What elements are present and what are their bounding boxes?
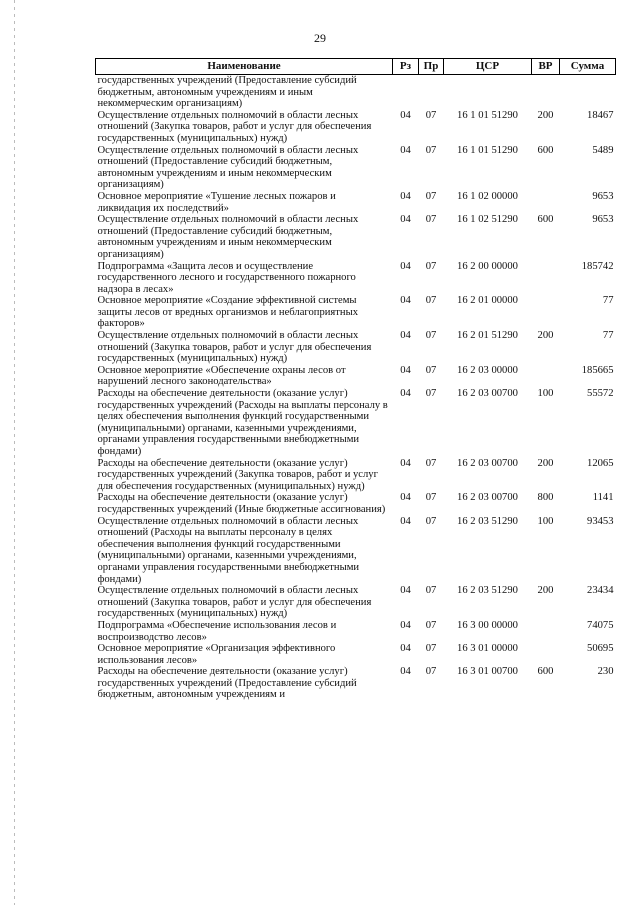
cell-pr: 07 xyxy=(425,515,437,527)
cell-pr: 07 xyxy=(425,666,437,678)
table-row xyxy=(96,643,616,666)
cell-rz: 04 xyxy=(400,364,411,376)
header-name: Наименование xyxy=(96,59,393,75)
cell-vr: 200 xyxy=(537,585,554,597)
header-pr: Пр xyxy=(419,59,444,75)
cell-sum: 230 xyxy=(597,666,614,678)
cell-csr: 16 2 03 00700 xyxy=(457,457,518,469)
table-row xyxy=(96,261,616,296)
cell-rz: 04 xyxy=(400,515,411,527)
cell-vr: 100 xyxy=(537,388,554,400)
cell-name: Расходы на обеспечение деятельности (оказание услуг) государственных учреждений (Иные бюджетные ассигнования) xyxy=(97,492,386,515)
cell-sum: 55572 xyxy=(587,388,614,400)
cell-pr: 07 xyxy=(425,585,437,597)
table-row xyxy=(96,75,616,110)
cell-pr: 07 xyxy=(425,388,437,400)
cell-vr: 100 xyxy=(537,515,554,527)
cell-rz: 04 xyxy=(400,666,411,678)
cell-rz: 04 xyxy=(400,190,411,202)
header-csr: ЦСР xyxy=(444,59,532,75)
cell-vr: 200 xyxy=(537,109,554,121)
cell-name: Расходы на обеспечение деятельности (оказание услуг) государственных учреждений (Закупка товаров, работ и услуг для обеспечения государственных (муниципальных) нужд) xyxy=(97,457,378,492)
cell-pr: 07 xyxy=(425,295,437,307)
cell-pr: 07 xyxy=(425,643,437,655)
cell-rz: 04 xyxy=(400,144,411,156)
cell-name: Осуществление отдельных полномочий в области лесных отношений (Расходы на выплаты персоналу в целях обеспечения выполнения функций государственными (муниципальными) органами, казенными учреждениями, органами управления государственными внебюджетными фондами) xyxy=(97,515,360,585)
cell-name: Осуществление отдельных полномочий в области лесных отношений (Закупка товаров, работ и услуг для обеспечения государственных (муниципальных) нужд) xyxy=(97,585,372,620)
cell-csr: 16 1 02 51290 xyxy=(457,214,518,226)
cell-name: Основное мероприятие «Обеспечение охраны лесов от нарушений лесного законодательства» xyxy=(97,364,346,388)
table-row xyxy=(96,516,616,586)
cell-rz xyxy=(393,75,419,110)
cell-pr: 07 xyxy=(425,214,437,226)
cell-sum: 5489 xyxy=(592,144,614,156)
cell-name: Подпрограмма «Защита лесов и осуществление государственного лесного и государственного пожарного надзора в лесах» xyxy=(97,260,356,295)
budget-table xyxy=(95,58,616,701)
table-row xyxy=(96,492,616,515)
table-row xyxy=(96,191,616,214)
cell-vr xyxy=(532,295,560,330)
cell-sum: 12065 xyxy=(587,457,614,469)
cell-rz: 04 xyxy=(400,457,411,469)
scan-edge-artifact xyxy=(14,0,15,905)
cell-pr: 07 xyxy=(425,109,437,121)
cell-rz: 04 xyxy=(400,295,411,307)
cell-csr: 16 2 03 00000 xyxy=(457,364,518,376)
cell-sum: 50695 xyxy=(587,643,614,655)
header-vr: ВР xyxy=(532,59,560,75)
cell-vr xyxy=(532,191,560,214)
cell-vr: 200 xyxy=(537,330,554,342)
cell-vr: 600 xyxy=(537,144,554,156)
cell-csr: 16 3 00 00000 xyxy=(457,619,518,631)
cell-vr: 600 xyxy=(537,214,554,226)
cell-pr: 07 xyxy=(425,619,437,631)
cell-csr: 16 1 01 51290 xyxy=(457,109,518,121)
cell-vr: 200 xyxy=(537,457,554,469)
cell-sum: 23434 xyxy=(587,585,614,597)
cell-rz: 04 xyxy=(400,619,411,631)
table-row xyxy=(96,388,616,458)
cell-rz: 04 xyxy=(400,260,411,272)
cell-pr: 07 xyxy=(425,457,437,469)
table-row xyxy=(96,145,616,191)
cell-name: Осуществление отдельных полномочий в области лесных отношений (Закупка товаров, работ и услуг для обеспечения государственных (муниципальных) нужд) xyxy=(97,109,372,144)
cell-sum: 18467 xyxy=(587,109,614,121)
cell-name: Расходы на обеспечение деятельности (оказание услуг) государственных учреждений (Расходы на выплаты персоналу в целях обеспечения выполнения функций государственными (муниципальными) органами, казенными учреждениями, органами управления государственными внебюджетными фондами) xyxy=(97,388,388,457)
cell-rz: 04 xyxy=(400,109,411,121)
cell-name: Основное мероприятие «Тушение лесных пожаров и ликвидация их последствий» xyxy=(97,190,336,214)
cell-name: Основное мероприятие «Создание эффективной системы защиты лесов от вредных организмов и неблагоприятных факторов» xyxy=(97,295,358,330)
cell-sum: 77 xyxy=(602,330,614,342)
cell-pr xyxy=(419,75,444,110)
table-row xyxy=(96,585,616,620)
table-row xyxy=(96,365,616,388)
cell-rz: 04 xyxy=(400,388,411,400)
cell-name: Осуществление отдельных полномочий в области лесных отношений (Закупка товаров, работ и услуг для обеспечения государственных (муниципальных) нужд) xyxy=(97,330,372,365)
cell-pr: 07 xyxy=(425,364,437,376)
cell-vr xyxy=(532,365,560,388)
cell-pr: 07 xyxy=(425,330,437,342)
cell-csr: 16 2 03 51290 xyxy=(457,515,518,527)
cell-name: Подпрограмма «Обеспечение использования лесов и воспроизводство лесов» xyxy=(97,619,337,643)
page-number: 29 xyxy=(314,31,326,45)
cell-pr: 07 xyxy=(425,260,437,272)
cell-sum: 1141 xyxy=(592,492,614,504)
cell-csr: 16 2 01 00000 xyxy=(457,295,518,307)
header-sum: Сумма xyxy=(560,59,616,75)
cell-rz: 04 xyxy=(400,643,411,655)
cell-name: государственных учреждений (Предоставление субсидий бюджетным, автономным учреждениям и иным некоммерческим организациям) xyxy=(97,75,357,110)
table-body xyxy=(96,75,616,702)
cell-vr xyxy=(532,620,560,643)
cell-sum: 77 xyxy=(602,295,614,307)
header-rz: Рз xyxy=(393,59,419,75)
cell-csr: 16 2 01 51290 xyxy=(457,330,518,342)
cell-sum: 185742 xyxy=(581,260,614,272)
table-row xyxy=(96,330,616,365)
cell-sum: 9653 xyxy=(592,190,614,202)
cell-rz: 04 xyxy=(400,330,411,342)
table-row xyxy=(96,458,616,493)
cell-vr: 600 xyxy=(537,666,554,678)
cell-csr: 16 2 00 00000 xyxy=(457,260,518,272)
cell-csr: 16 2 03 00700 xyxy=(457,388,518,400)
cell-pr: 07 xyxy=(425,144,437,156)
cell-vr xyxy=(532,643,560,666)
cell-sum: 9653 xyxy=(592,214,614,226)
cell-name: Основное мероприятие «Организация эффективного использования лесов» xyxy=(97,643,336,666)
cell-pr: 07 xyxy=(425,190,437,202)
cell-csr: 16 1 02 00000 xyxy=(457,190,518,202)
cell-csr: 16 3 01 00700 xyxy=(457,666,518,678)
cell-sum: 185665 xyxy=(581,364,614,376)
cell-sum xyxy=(560,75,616,110)
cell-csr xyxy=(444,75,532,110)
table-header-row xyxy=(96,59,616,75)
cell-rz: 04 xyxy=(400,492,411,504)
table-row xyxy=(96,666,616,701)
cell-pr: 07 xyxy=(425,492,437,504)
cell-name: Осуществление отдельных полномочий в области лесных отношений (Предоставление субсидий бюджетным, автономным учреждениям и иным некоммерческим организациям) xyxy=(97,214,359,260)
table-row xyxy=(96,214,616,260)
table-row xyxy=(96,295,616,330)
cell-csr: 16 3 01 00000 xyxy=(457,643,518,655)
cell-rz: 04 xyxy=(400,585,411,597)
table-row xyxy=(96,620,616,643)
cell-name: Осуществление отдельных полномочий в области лесных отношений (Предоставление субсидий бюджетным, автономным учреждениям и иным некоммерческим организациям) xyxy=(97,144,359,191)
cell-vr xyxy=(532,261,560,296)
cell-rz: 04 xyxy=(400,214,411,226)
cell-name: Расходы на обеспечение деятельности (оказание услуг) государственных учреждений (Предоставление субсидий бюджетным, автономным учреждениям и xyxy=(97,666,357,701)
cell-csr: 16 2 03 51290 xyxy=(457,585,518,597)
cell-sum: 74075 xyxy=(587,619,614,631)
cell-sum: 93453 xyxy=(587,515,614,527)
cell-vr xyxy=(532,75,560,110)
table-row xyxy=(96,110,616,145)
cell-csr: 16 2 03 00700 xyxy=(457,492,518,504)
cell-csr: 16 1 01 51290 xyxy=(457,144,518,156)
cell-vr: 800 xyxy=(537,492,554,504)
